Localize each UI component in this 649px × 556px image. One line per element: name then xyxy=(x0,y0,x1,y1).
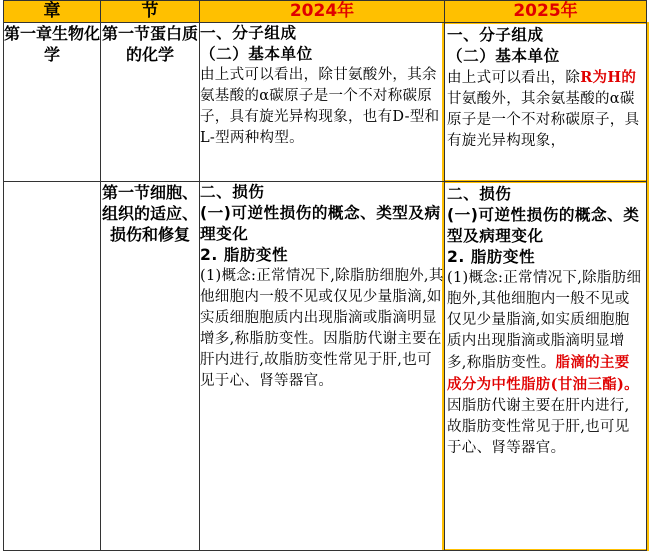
body-text: (1)概念:正常情况下,除脂肪细胞外,其他细胞内一般不见或仅见少量脂滴,如实质细胞胞质内出现脂滴或脂滴明显增多,称脂肪变性。因脂肪代谢主要在肝内进行,故脂肪变性常见于肝,也可见于心、肾等器官。 xyxy=(200,268,444,389)
body-text-a: (1)概念:正常情况下,除脂肪细胞外,其他细胞内一般不见或仅见少量脂滴,如实质细胞胞质内出现脂滴或脂滴明显增多,称脂肪变性。 xyxy=(447,270,642,371)
header-2025: 2025年 xyxy=(445,1,647,23)
heading-2: （二）基本单位 xyxy=(447,47,560,65)
heading-1: 二、损伤 xyxy=(447,185,512,203)
header-2024: 2024年 xyxy=(200,1,445,23)
body-text-b: 因脂肪代谢主要在肝内进行,故脂肪变性常见于肝,也可见于心、肾等器官。 xyxy=(447,398,630,456)
heading-1: 二、损伤 xyxy=(200,183,265,201)
section-cell: 第一节蛋白质的化学 xyxy=(101,23,200,182)
content-2024 xyxy=(200,23,445,182)
table-row xyxy=(4,182,647,551)
body-text xyxy=(447,268,644,459)
chapter-cell: 第一章生物化学 xyxy=(4,23,101,182)
body-text xyxy=(447,67,644,152)
highlight-text: 脂滴的主要成分为中性脂肪(甘油三酯)。 xyxy=(447,354,639,393)
header-row xyxy=(4,1,647,23)
heading-2: (一)可逆性损伤的概念、类型及病理变化 xyxy=(200,204,441,243)
body-text-b: 甘氨酸外，其余氨基酸的α碳原子是一个不对称碳原子，具有旋光异构现象， xyxy=(447,91,640,149)
section-cell: 第一节细胞、组织的适应、损伤和修复 xyxy=(101,182,200,551)
content-2024 xyxy=(200,182,445,551)
heading-2: （二）基本单位 xyxy=(200,45,313,63)
heading-1: 一、分子组成 xyxy=(200,24,297,42)
body-text-a: 由上式可以看出，除 xyxy=(447,70,581,86)
content-2025-box xyxy=(442,181,649,551)
body-text: 由上式可以看出，除甘氨酸外，其余氨基酸的α碳原子是一个不对称碳原子，具有旋光异构现象，也有D-型和L-型两种构型。 xyxy=(200,67,440,146)
header-section: 节 xyxy=(101,1,200,23)
content-2025-box xyxy=(442,22,649,182)
heading-3: 2. 脂肪变性 xyxy=(447,248,536,266)
header-chapter: 章 xyxy=(4,1,101,23)
highlight-text: R为H的 xyxy=(580,69,637,86)
content-2025 xyxy=(445,23,647,182)
heading-3: 2. 脂肪变性 xyxy=(200,246,289,264)
heading-2: (一)可逆性损伤的概念、类型及病理变化 xyxy=(447,206,640,245)
content-2025 xyxy=(445,182,647,551)
comparison-table xyxy=(3,0,647,551)
chapter-cell xyxy=(4,182,101,551)
table-row xyxy=(4,23,647,182)
heading-1: 一、分子组成 xyxy=(447,26,544,44)
